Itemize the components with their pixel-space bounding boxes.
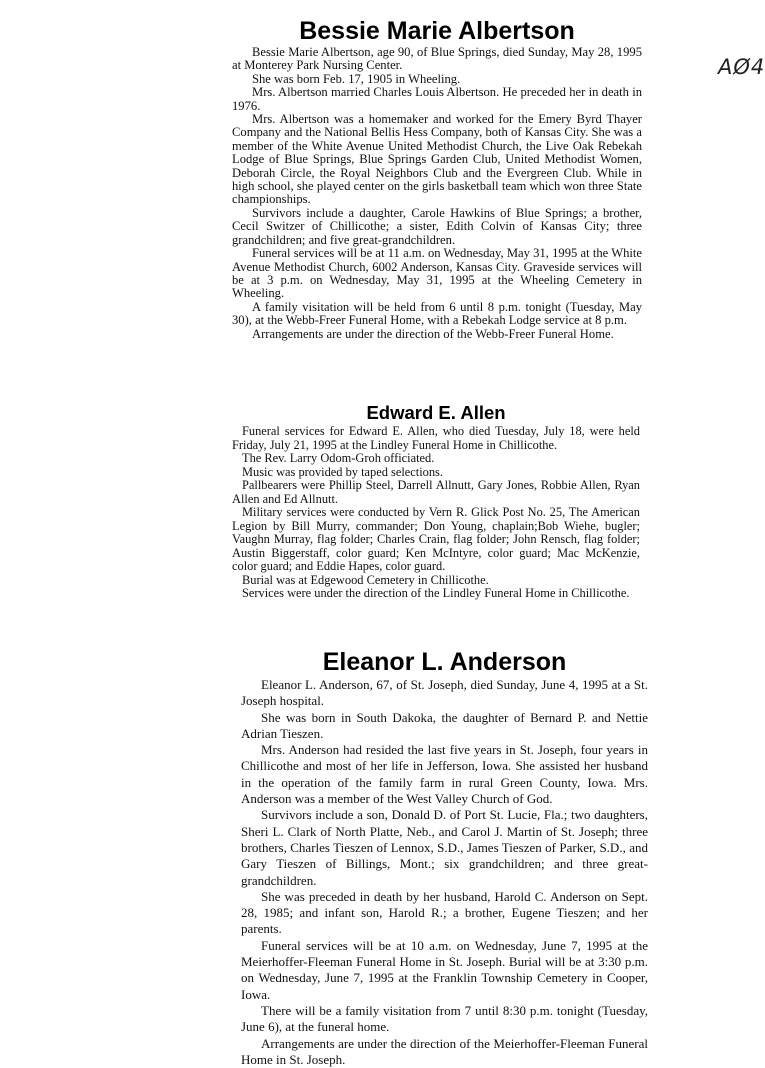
paragraph: Eleanor L. Anderson, 67, of St. Joseph, died Sunday, June 4, 1995 at a St. Joseph hospital. bbox=[241, 677, 648, 709]
obituary-bessie-albertson bbox=[232, 16, 642, 341]
obituary-eleanor-anderson bbox=[241, 647, 648, 1068]
paragraph: Arrangements are under the direction of the Webb-Freer Funeral Home. bbox=[252, 326, 614, 341]
paragraph: Arrangements are under the direction of the Meierhoffer-Fleeman Funeral Home in St. Joseph. bbox=[241, 1035, 648, 1067]
paragraph: Bessie Marie Albertson, age 90, of Blue Springs, died Sunday, May 28, 1995 at Monterey Park Nursing Center. bbox=[232, 45, 642, 73]
paragraph: The Rev. Larry Odom-Groh officiated. bbox=[242, 451, 435, 465]
obituary-body bbox=[241, 677, 648, 1068]
paragraph: Mrs. Anderson had resided the last five years in St. Joseph, four years in Chillicothe and most of her life in Jefferson, Iowa. She assisted her husband in the operation of the family farm in rural Green County, Iowa. Mrs. Anderson was a member of the West Valley Church of God. bbox=[241, 742, 648, 807]
paragraph: Burial was at Edgewood Cemetery in Chillicothe. bbox=[242, 572, 489, 587]
handwritten-note: AØ4 bbox=[718, 55, 765, 79]
paragraph: Funeral services for Edward E. Allen, who died Tuesday, July 18, were held Friday, July 21, 1995 at the Lindley Funeral Home in Chillicothe. bbox=[232, 424, 640, 452]
paragraph: She was preceded in death by her husband, Harold C. Anderson on Sept. 28, 1985; and infant son, Harold R.; a brother, Eugene Tieszen; and her parents. bbox=[241, 888, 648, 937]
paragraph: Services were under the direction of the Lindley Funeral Home in Chillicothe. bbox=[242, 586, 630, 600]
obituary-title: Eleanor L. Anderson bbox=[322, 648, 567, 676]
paragraph: She was born in South Dakoka, the daughter of Bernard P. and Nettie Adrian Tieszen. bbox=[241, 709, 648, 741]
paragraph: Mrs. Albertson was a homemaker and worked for the Emery Byrd Thayer Company and the National Bellis Hess Company, both of Kansas City. She was a member of the White Avenue United Methodist Church, the Live Oak Rebekah Lodge of Blue Springs, Blue Springs Garden Club, United Methodist Women, Deborah Circle, the Royal Neighbors Club and the Evergreen Club. While in high school, she played center on the girls basketball team which won three State championships. bbox=[232, 112, 642, 207]
paragraph: She was born Feb. 17, 1905 in Wheeling. bbox=[252, 71, 461, 86]
obituary-body bbox=[232, 425, 640, 601]
obituary-title: Bessie Marie Albertson bbox=[299, 17, 575, 45]
paragraph: Pallbearers were Phillip Steel, Darrell Allnutt, Gary Jones, Robbie Allen, Ryan Allen and Ed Allnutt. bbox=[232, 478, 640, 506]
obituary-edward-allen bbox=[232, 401, 640, 601]
obituary-title: Edward E. Allen bbox=[366, 402, 506, 423]
paragraph: Funeral services will be at 10 a.m. on Wednesday, June 7, 1995 at the Meierhoffer-Fleeman Funeral Home in St. Joseph. Burial will be at 3:30 p.m. on Wednesday, June 7, 1995 at the Franklin Township Cemetery in Cooper, Iowa. bbox=[241, 937, 648, 1002]
paragraph: A family visitation will be held from 6 until 8 p.m. tonight (Tuesday, May 30), at the Webb-Freer Funeral Home, with a Rebekah Lodge service at 8 p.m. bbox=[232, 299, 642, 328]
obituary-body bbox=[232, 46, 642, 341]
paragraph: Survivors include a daughter, Carole Hawkins of Blue Springs; a brother, Cecil Switzer of Chillicothe; a sister, Edith Colvin of Kansas City; three grandchildren; and five great-grandchildren. bbox=[232, 205, 642, 247]
paragraph: Mrs. Albertson married Charles Louis Albertson. He preceded her in death in 1976. bbox=[232, 85, 642, 113]
paragraph: There will be a family visitation from 7 until 8:30 p.m. tonight (Tuesday, June 6), at the funeral home. bbox=[241, 1002, 648, 1035]
paragraph: Funeral services will be at 11 a.m. on Wednesday, May 31, 1995 at the White Avenue Methodist Church, 6002 Anderson, Kansas City. Graveside services will be at 3 p.m. on Wednesday, May 31, 1995 at the Wheeling Cemetery in Wheeling. bbox=[232, 246, 642, 301]
paragraph: Military services were conducted by Vern R. Glick Post No. 25, The American Legion by Bill Murry, commander; Don Young, chaplain;Bob Wiehe, bugler; Vaughn Murray, flag folder; Charles Crain, flag folder; John Rensch, flag folder; Austin Biggerstaff, color guard; Ken McIntyre, color guard; Mac McKenzie, color guard; and Eddie Hapes, color guard. bbox=[232, 505, 640, 573]
paragraph: Music was provided by taped selections. bbox=[242, 464, 443, 479]
paragraph: Survivors include a son, Donald D. of Port St. Lucie, Fla.; two daughters, Sheri L. Clark of North Platte, Neb., and Carol J. Martin of St. Joseph; three brothers, Charles Tieszen of Lennox, S.D., James Tieszen of Parker, S.D., and Gary Tieszen of Billings, Mont.; six grandchildren; and three great-grandchildren. bbox=[241, 807, 648, 888]
